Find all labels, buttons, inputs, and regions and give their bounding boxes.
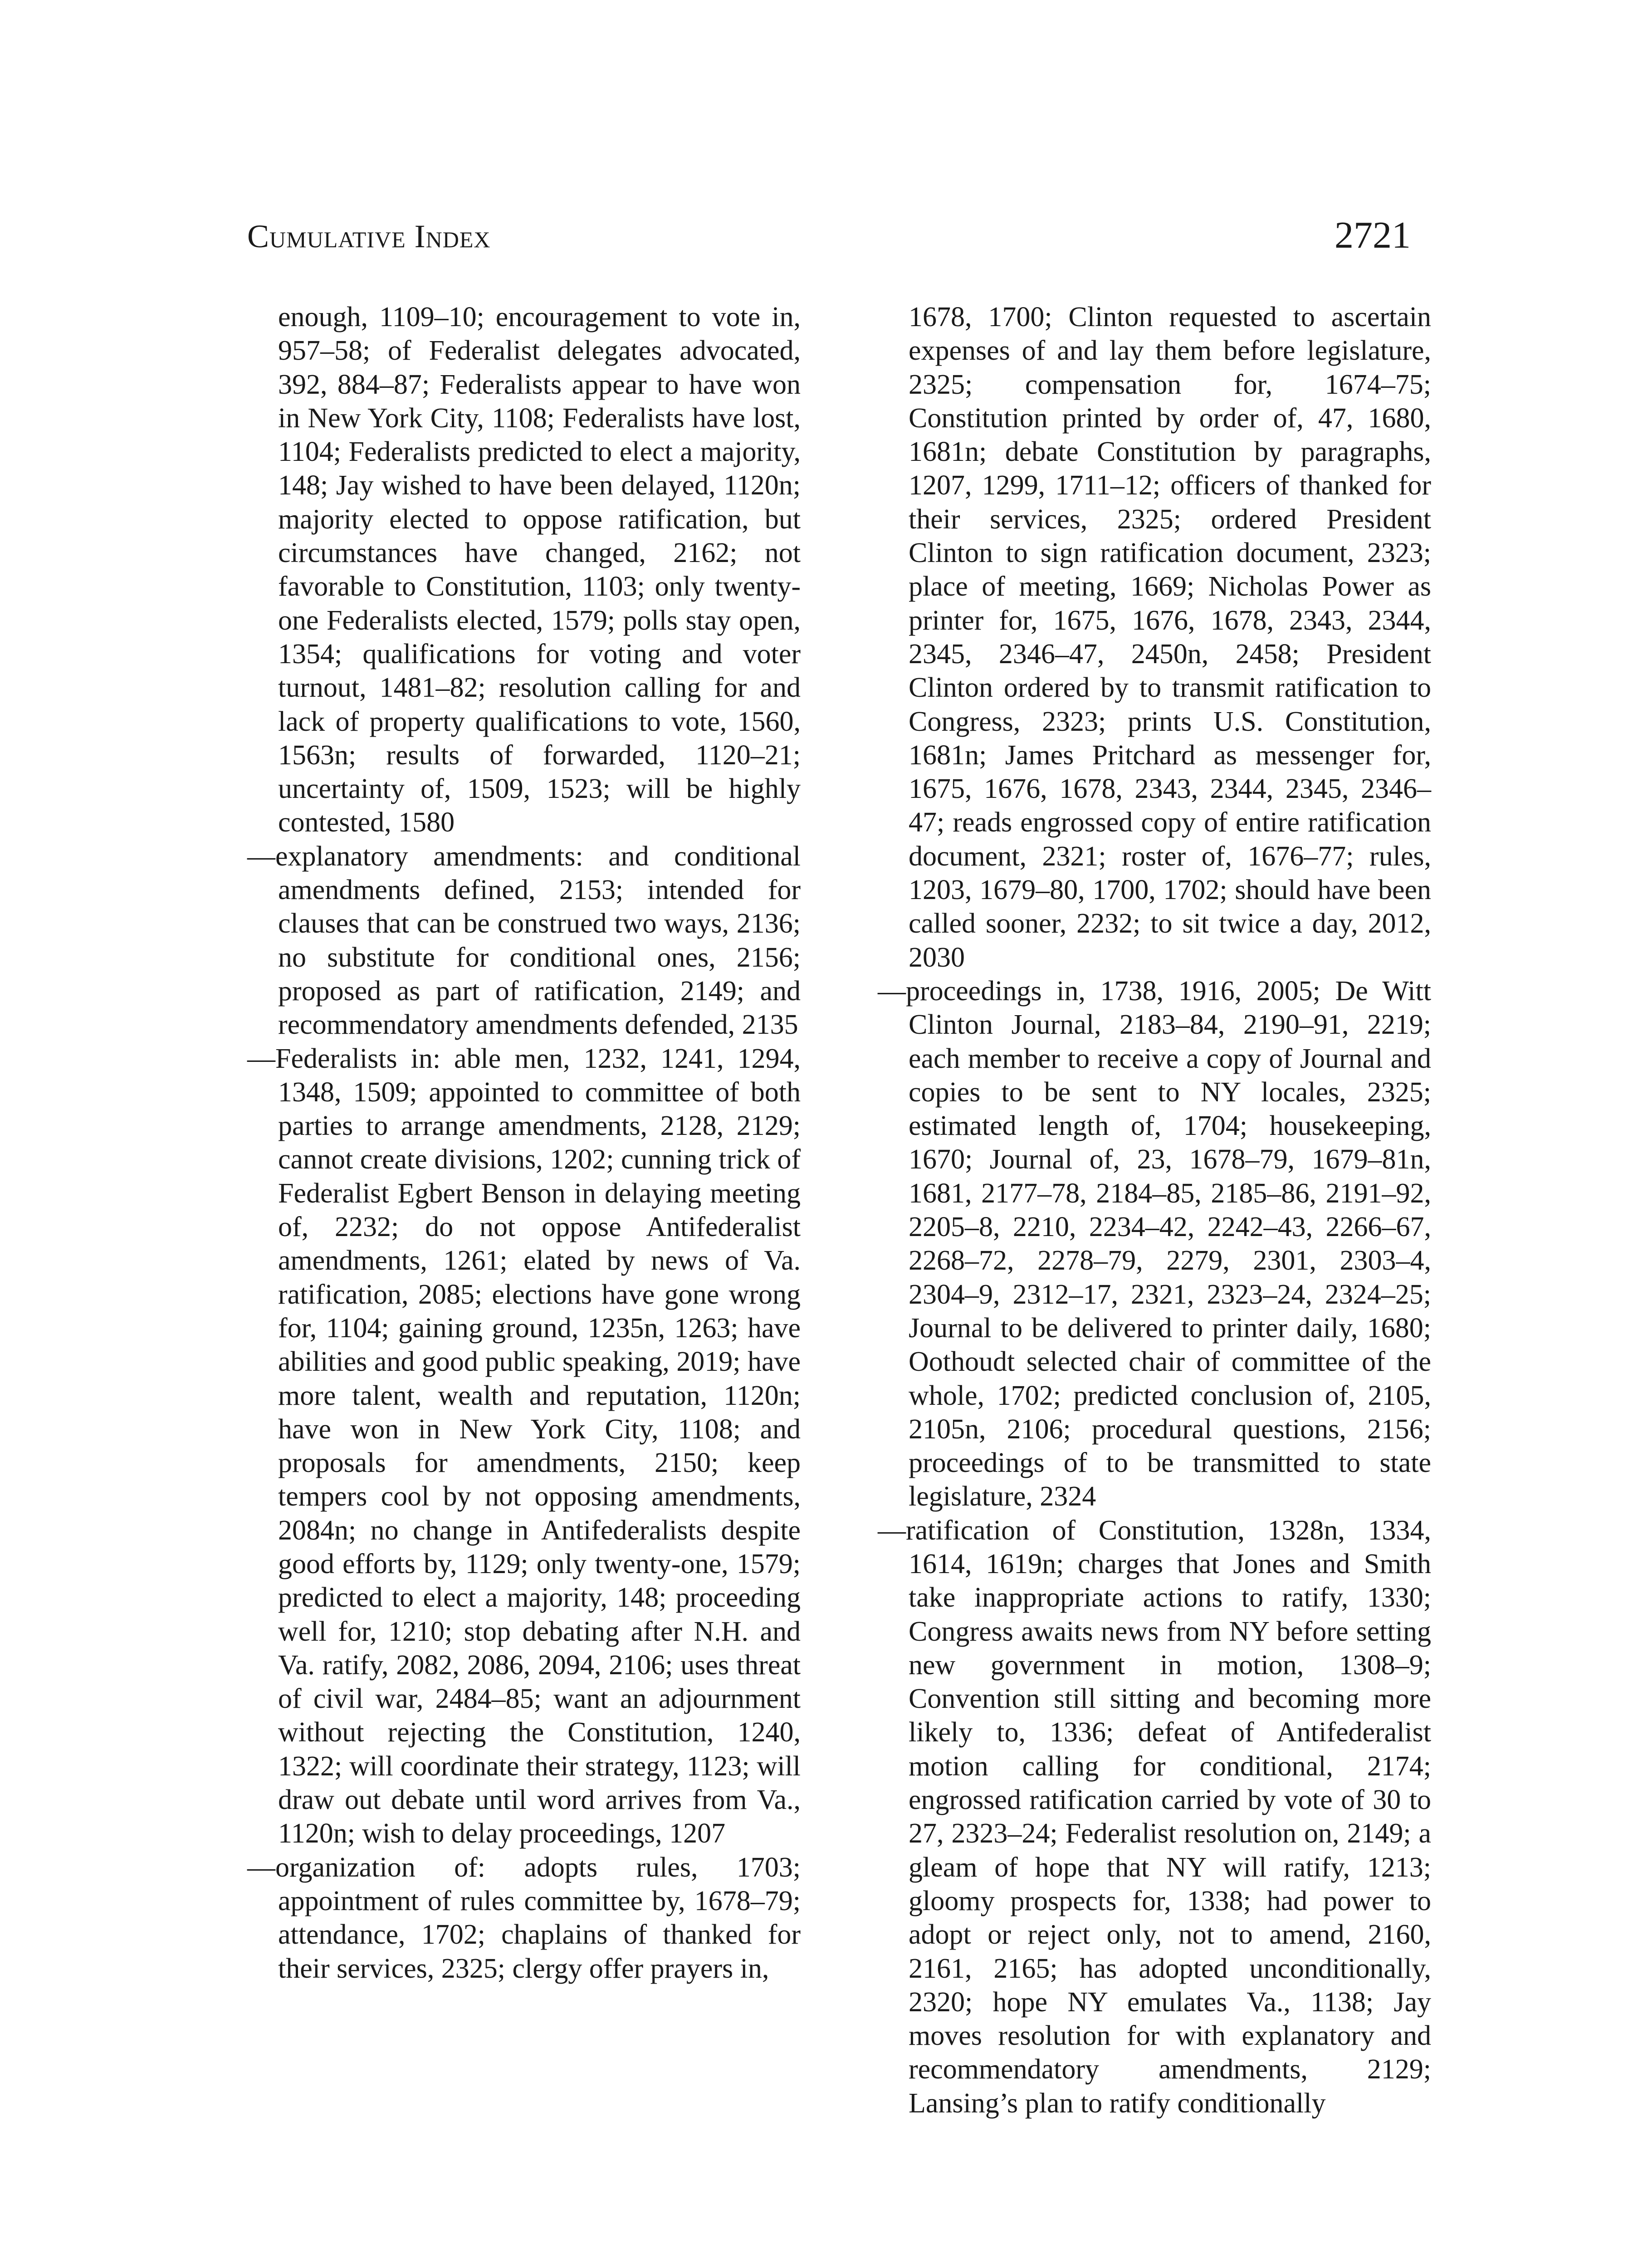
index-entry: —explanatory amendments: and conditional amendments defined, 2153; intended for clauses that can be construed two ways, 2136; no substitute for conditional ones, 2156; proposed as part of ratification, 2149; and recommendatory amendments defended, 2135 (247, 841, 801, 1041)
running-title: Cumulative Index (247, 218, 491, 254)
index-entry: —proceedings in, 1738, 1916, 2005; De Witt Clinton Journal, 2183–84, 2190–91, 2219; each member to receive a copy of Journal and copies to be sent to NY locales, 2325; estimated length of, 1704; housekeeping, 1670; Journal of, 23, 1678–79, 1679–81n, 1681, 2177–78, 2184–85, 2185–86, 2191–92, 2205–8, 2210, 2234–42, 2242–43, 2266–67, 2268–72, 2278–79, 2279, 2301, 2303–4, 2304–9, 2312–17, 2321, 2323–24, 2324–25; Journal to be delivered to printer daily, 1680; Oothoudt selected chair of committee of the whole, 1702; predicted conclusion of, 2105, 2105n, 2106; procedural questions, 2156; proceedings of to be transmitted to state legislature, 2324 (878, 975, 1431, 1512)
index-entry: —Federalists in: able men, 1232, 1241, 1294, 1348, 1509; appointed to committee of both parties to arrange amendments, 2128, 2129; cannot create divisions, 1202; cunning trick of Federalist Egbert Benson in delaying meeting of, 2232; do not oppose Antifederalist amendments, 1261; elated by news of Va. ratification, 2085; elections have gone wrong for, 1104; gaining ground, 1235n, 1263; have abilities and good public speaking, 2019; have more talent, wealth and reputation, 1120n; have won in New York City, 1108; and proposals for amendments, 2150; keep tempers cool by not opposing amendments, 2084n; no change in Antifederalists despite good efforts by, 1129; only twenty-one, 1579; predicted to elect a majority, 148; proceeding well for, 1210; stop debating after N.H. and Va. ratify, 2082, 2086, 2094, 2106; uses threat of civil war, 2484–85; want an adjournment without rejecting the Constitution, 1240, 1322; will coordinate their strategy, 1123; will draw out debate until word arrives from Va., 1120n; wish to delay proceedings, 1207 (247, 1043, 801, 1849)
index-column-left (247, 300, 801, 1985)
page-number: 2721 (1335, 214, 1411, 256)
index-entry: 1678, 1700; Clinton requested to ascertain expenses of and lay them before legislature, 2325; compensation for, 1674–75; Constitution printed by order of, 47, 1680, 1681n; debate Constitution by paragraphs, 1207, 1299, 1711–12; officers of thanked for their services, 2325; ordered President Clinton to sign ratification document, 2323; place of meeting, 1669; Nicholas Power as printer for, 1675, 1676, 1678, 2343, 2344, 2345, 2346–47, 2450n, 2458; President Clinton ordered by to transmit ratification to Congress, 2323; prints U.S. Constitution, 1681n; James Pritchard as messenger for, 1675, 1676, 1678, 2343, 2344, 2345, 2346–47; reads engrossed copy of entire ratification document, 2321; roster of, 1676–77; rules, 1203, 1679–80, 1700, 1702; should have been called sooner, 2232; to sit twice a day, 2012, 2030 (909, 302, 1431, 973)
index-entry: —ratification of Constitution, 1328n, 1334, 1614, 1619n; charges that Jones and Smith take inappropriate actions to ratify, 1330; Congress awaits news from NY before setting new government in motion, 1308–9; Convention still sitting and becoming more likely to, 1336; defeat of Antifederalist motion calling for conditional, 2174; engrossed ratification carried by vote of 30 to 27, 2323–24; Federalist resolution on, 2149; a gleam of hope that NY will ratify, 1213; gloomy prospects for, 1338; had power to adopt or reject only, not to amend, 2160, 2161, 2165; has adopted unconditionally, 2320; hope NY emulates Va., 1138; Jay moves resolution for with explanatory and recommendatory amendments, 2129; Lansing’s plan to ratify conditionally (878, 1515, 1431, 2119)
index-entry: enough, 1109–10; encouragement to vote in, 957–58; of Federalist delegates advocated, 392, 884–87; Federalists appear to have won in New York City, 1108; Federalists have lost, 1104; Federalists predicted to elect a majority, 148; Jay wished to have been delayed, 1120n; majority elected to oppose ratification, but circumstances have changed, 2162; not favorable to Constitution, 1103; only twenty-one Federalists elected, 1579; polls stay open, 1354; qualifications for voting and voter turnout, 1481–82; resolution calling for and lack of property qualifications to vote, 1560, 1563n; results of forwarded, 1120–21; uncertainty of, 1509, 1523; will be highly contested, 1580 (278, 302, 801, 838)
index-column-right (878, 300, 1431, 2120)
index-entry: —organization of: adopts rules, 1703; appointment of rules committee by, 1678–79; attendance, 1702; chaplains of thanked for their services, 2325; clergy offer prayers in, (247, 1852, 801, 1984)
